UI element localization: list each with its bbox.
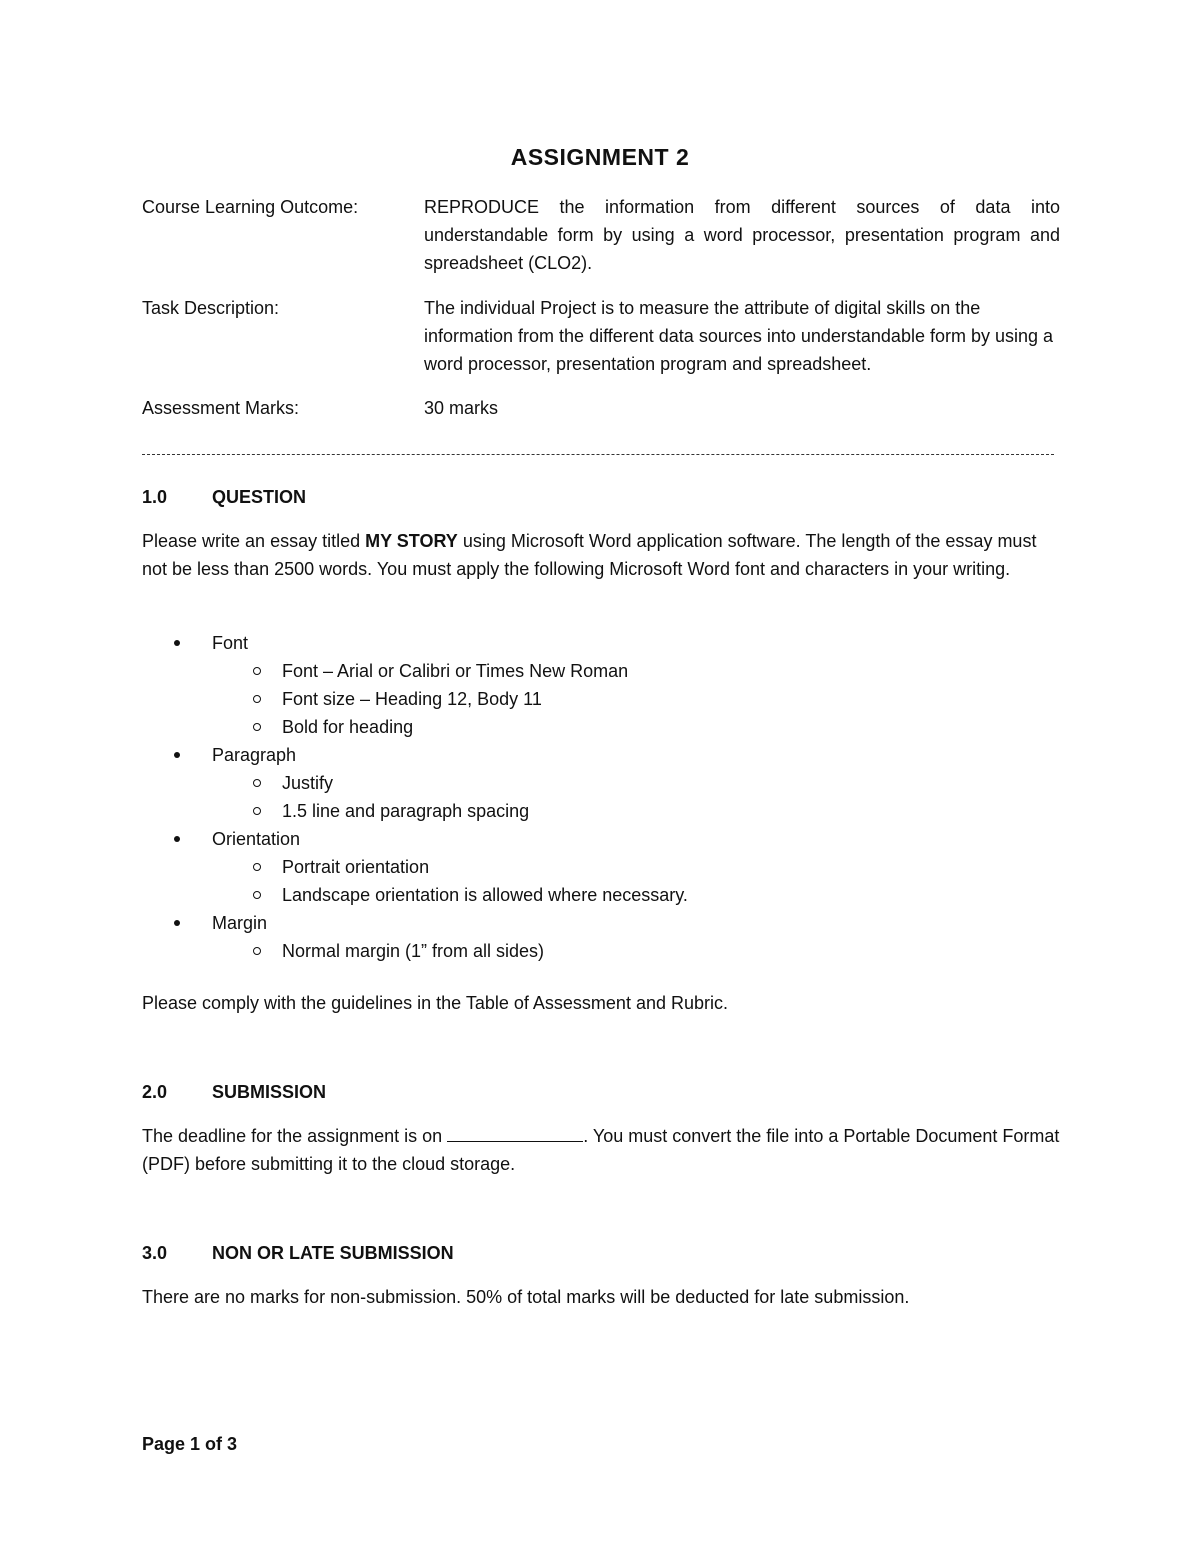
section-1-heading: QUESTION bbox=[212, 487, 307, 507]
deadline-blank bbox=[447, 1123, 583, 1142]
section-2-text bbox=[142, 1122, 1060, 1178]
requirements-list bbox=[142, 629, 688, 965]
bullet-icon bbox=[174, 640, 180, 646]
sub-list-item-text: Font size – Heading 12, Body 11 bbox=[282, 689, 542, 709]
sub-list-item-text: 1.5 line and paragraph spacing bbox=[282, 801, 530, 821]
section-2-number: 2.0 bbox=[142, 1082, 168, 1102]
section-1-intro bbox=[142, 527, 1060, 583]
list-item-label: Font bbox=[212, 633, 249, 653]
circle-bullet-icon bbox=[253, 947, 261, 955]
list-item-label: Paragraph bbox=[212, 745, 297, 765]
section-3-number: 3.0 bbox=[142, 1243, 168, 1263]
sub-list-item-text: Portrait orientation bbox=[282, 857, 430, 877]
intro-text-pre: Please write an essay titled bbox=[142, 531, 366, 551]
essay-title: MY STORY bbox=[365, 531, 458, 551]
sub-list-item bbox=[212, 881, 688, 909]
sub-list-item bbox=[212, 853, 688, 881]
sub-list-item bbox=[212, 713, 688, 741]
bullet-icon bbox=[174, 920, 180, 926]
sub-list-item-text: Bold for heading bbox=[282, 717, 414, 737]
sub-list-item bbox=[212, 685, 688, 713]
deadline-text-post: . You must convert the file into a Portable Document Format (PDF) before submitting it to the cloud storage. bbox=[142, 1126, 1060, 1174]
marks-label: Assessment Marks: bbox=[142, 398, 300, 418]
sub-list-item bbox=[212, 657, 688, 685]
sub-list-item-text: Normal margin (1” from all sides) bbox=[282, 941, 545, 961]
circle-bullet-icon bbox=[253, 863, 261, 871]
sub-list-item-text: Justify bbox=[282, 773, 334, 793]
bullet-icon bbox=[174, 836, 180, 842]
sub-list-item-text: Landscape orientation is allowed where necessary. bbox=[282, 885, 688, 905]
page-number: Page 1 of 3 bbox=[142, 1434, 238, 1454]
circle-bullet-icon bbox=[253, 807, 261, 815]
bullet-icon bbox=[174, 752, 180, 758]
section-3-heading: NON OR LATE SUBMISSION bbox=[212, 1243, 454, 1263]
sub-list-item bbox=[212, 937, 688, 965]
section-1-closing: Please comply with the guidelines in the Table of Assessment and Rubric. bbox=[142, 993, 728, 1013]
marks-value: 30 marks bbox=[424, 398, 499, 418]
clo-label: Course Learning Outcome: bbox=[142, 197, 359, 217]
intro-text-post: using Microsoft Word application software. The length of the essay must not be less than 2500 words. You must apply the following Microsoft Word font and characters in your writing. bbox=[142, 531, 1037, 579]
circle-bullet-icon bbox=[253, 779, 261, 787]
list-item bbox=[142, 741, 688, 825]
section-1-number: 1.0 bbox=[142, 487, 168, 507]
list-item bbox=[142, 825, 688, 909]
circle-bullet-icon bbox=[253, 891, 261, 899]
clo-value: REPRODUCE the information from different sources of data into understandable form by using a word processor, presentation program and spreadsheet (CLO2). bbox=[424, 197, 1060, 273]
list-item-label: Margin bbox=[212, 913, 268, 933]
circle-bullet-icon bbox=[253, 695, 261, 703]
deadline-text-pre: The deadline for the assignment is on bbox=[142, 1126, 448, 1146]
list-item bbox=[142, 629, 688, 741]
sub-list-item bbox=[212, 769, 688, 797]
list-item bbox=[142, 909, 688, 965]
page-title: ASSIGNMENT 2 bbox=[510, 144, 690, 170]
circle-bullet-icon bbox=[253, 723, 261, 731]
dashed-divider bbox=[142, 454, 1054, 455]
section-2-heading: SUBMISSION bbox=[212, 1082, 327, 1102]
circle-bullet-icon bbox=[253, 667, 261, 675]
sub-list-item bbox=[212, 797, 688, 825]
list-item-label: Orientation bbox=[212, 829, 301, 849]
section-3-text: There are no marks for non-submission. 50% of total marks will be deducted for late submission. bbox=[142, 1287, 910, 1307]
task-label: Task Description: bbox=[142, 298, 280, 318]
task-value: The individual Project is to measure the attribute of digital skills on the information from the different data sources into understandable form by using a word processor, presentation program and spreadsheet. bbox=[424, 298, 1054, 374]
sub-list-item-text: Font – Arial or Calibri or Times New Roman bbox=[282, 661, 629, 681]
